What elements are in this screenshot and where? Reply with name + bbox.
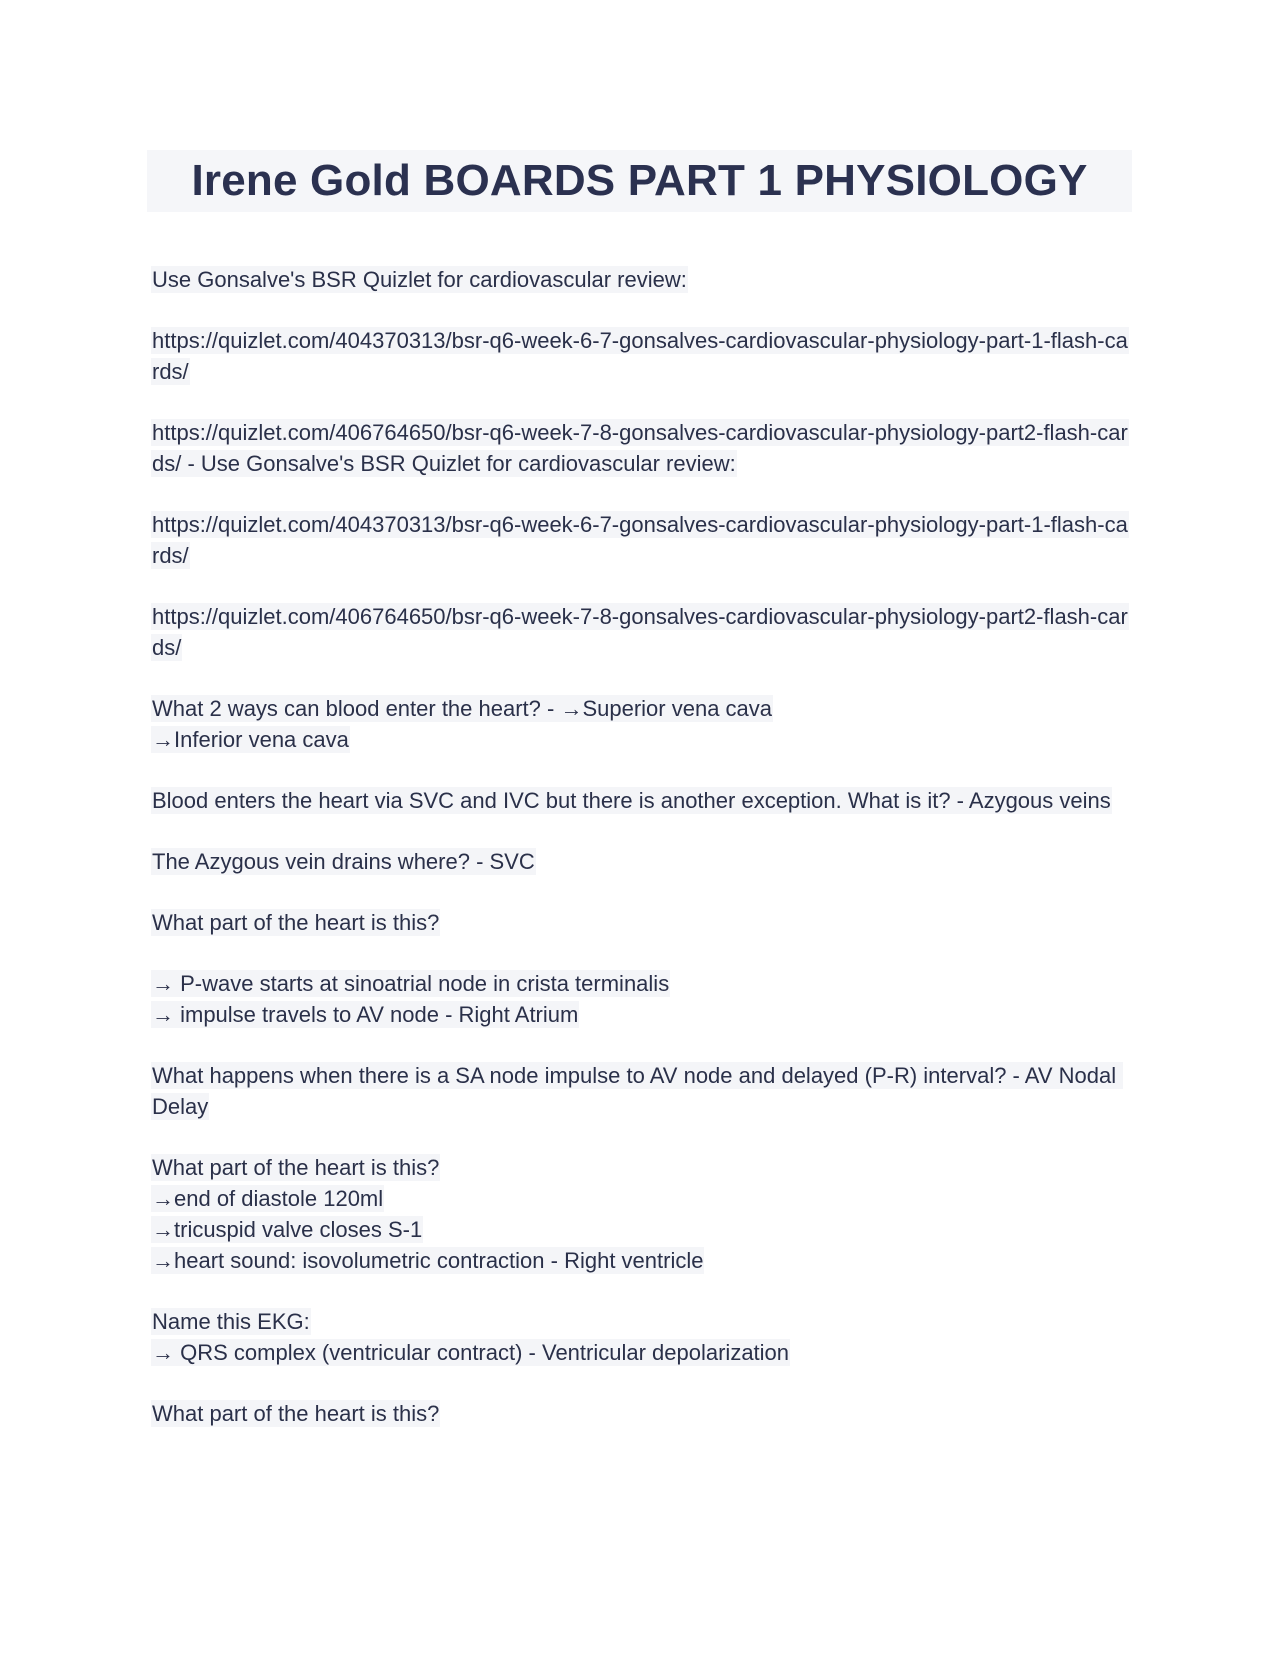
text-line: What happens when there is a SA node impulse to AV node and delayed (P-R) interval? - AV Nodal Delay: [152, 1063, 1123, 1119]
text-line: →end of diastole 120ml: [152, 1186, 384, 1211]
paragraph: [151, 1398, 1131, 1429]
text-line-row: [151, 693, 1131, 724]
text-line: https://quizlet.com/406764650/bsr-q6-week-7-8-gonsalves-cardiovascular-physiology-part2-flash-cards/: [152, 604, 1128, 660]
paragraph: [151, 846, 1131, 877]
text-line-row: [151, 1337, 1131, 1368]
paragraph: [151, 264, 1131, 295]
text-line-row: [151, 1183, 1131, 1214]
text-line: What 2 ways can blood enter the heart? - →Superior vena cava: [152, 696, 773, 721]
paragraph: [151, 509, 1131, 571]
text-line-row: [151, 907, 1131, 938]
title-banner: [147, 150, 1132, 212]
text-line: What part of the heart is this?: [152, 1401, 440, 1426]
paragraph: [151, 601, 1131, 663]
text-line: Name this EKG:: [152, 1309, 310, 1334]
text-line-row: [151, 1060, 1131, 1122]
text-line: What part of the heart is this?: [152, 910, 440, 935]
paragraph: [151, 1060, 1131, 1122]
text-line-row: [151, 1152, 1131, 1183]
text-line-row: [151, 999, 1131, 1030]
text-line: Blood enters the heart via SVC and IVC but there is another exception. What is it? - Azygous veins: [152, 788, 1111, 813]
text-line-row: [151, 509, 1131, 571]
text-line: Use Gonsalve's BSR Quizlet for cardiovascular review:: [152, 267, 687, 292]
text-line-row: [151, 1214, 1131, 1245]
text-line: →Inferior vena cava: [152, 727, 349, 752]
document-title: Irene Gold BOARDS PART 1 PHYSIOLOGY: [191, 156, 1088, 205]
text-line: → impulse travels to AV node - Right Atrium: [152, 1002, 579, 1027]
text-line: What part of the heart is this?: [152, 1155, 440, 1180]
text-line-row: [151, 417, 1131, 479]
text-line: https://quizlet.com/404370313/bsr-q6-week-6-7-gonsalves-cardiovascular-physiology-part-1-flash-cards/: [152, 512, 1128, 568]
paragraph: [151, 693, 1131, 755]
text-line-row: [151, 724, 1131, 755]
text-line: The Azygous vein drains where? - SVC: [152, 849, 535, 874]
text-line-row: [151, 325, 1131, 387]
text-line: https://quizlet.com/404370313/bsr-q6-week-6-7-gonsalves-cardiovascular-physiology-part-1-flash-cards/: [152, 328, 1128, 384]
text-line-row: [151, 846, 1131, 877]
paragraph: [151, 968, 1131, 1030]
text-line-row: [151, 785, 1131, 816]
text-line-row: [151, 601, 1131, 663]
text-line: https://quizlet.com/406764650/bsr-q6-week-7-8-gonsalves-cardiovascular-physiology-part2-flash-cards/ - Use Gonsalve's BSR Quizlet for cardiovascular review:: [152, 420, 1128, 476]
text-line-row: [151, 1398, 1131, 1429]
paragraph: [151, 325, 1131, 387]
paragraph: [151, 907, 1131, 938]
paragraph: [151, 417, 1131, 479]
paragraph: [151, 1152, 1131, 1276]
text-line-row: [151, 1306, 1131, 1337]
paragraph: [151, 785, 1131, 816]
text-line-row: [151, 968, 1131, 999]
text-line: →tricuspid valve closes S-1: [152, 1217, 423, 1242]
text-line: → QRS complex (ventricular contract) - Ventricular depolarization: [152, 1340, 790, 1365]
text-line: → P-wave starts at sinoatrial node in crista terminalis: [152, 971, 670, 996]
document-body: [151, 264, 1131, 1459]
text-line-row: [151, 264, 1131, 295]
paragraph: [151, 1306, 1131, 1368]
text-line: →heart sound: isovolumetric contraction - Right ventricle: [152, 1248, 704, 1273]
text-line-row: [151, 1245, 1131, 1276]
